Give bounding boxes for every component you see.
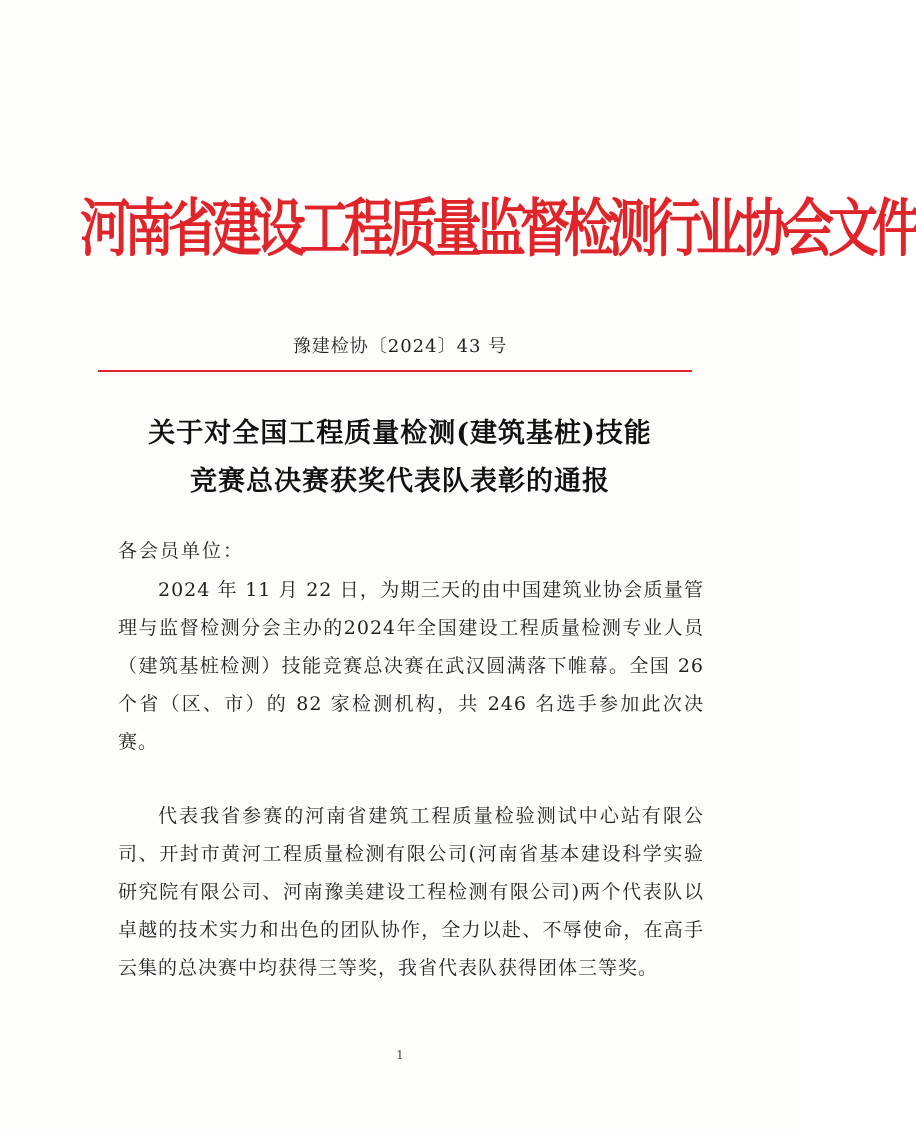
masthead-title: 河南省建设工程质量监督检测行业协会文件 bbox=[80, 192, 916, 265]
salutation: 各会员单位： bbox=[118, 540, 245, 562]
body-paragraph-1: 2024 年 11 月 22 日，为期三天的由中国建筑业协会质量管理与监督检测分会主办的2024年全国建设工程质量检测专业人员（建筑基桩检测）技能竞赛总决赛在武汉圆满落下帷幕。全国 26 个省（区、市）的 82 家检测机构，共 246 名选手参加此次决赛。 bbox=[118, 579, 704, 753]
body-paragraph-2: 代表我省参赛的河南省建筑工程质量检验测试中心站有限公司、开封市黄河工程质量检测有限公司(河南省基本建设科学实验研究院有限公司、河南豫美建设工程检测有限公司)两个代表队以卓越的技术实力和出色的团队协作，全力以赴、不辱使命，在高手云集的总决赛中均获得三等奖，我省代表队获得团体三等奖。 bbox=[118, 805, 704, 979]
page-number: 1 bbox=[396, 1048, 404, 1062]
notice-title-line-1: 关于对全国工程质量检测(建筑基桩)技能 bbox=[148, 418, 652, 449]
red-divider-line bbox=[98, 370, 692, 372]
notice-title-line-2: 竞赛总决赛获奖代表队表彰的通报 bbox=[190, 466, 610, 497]
notice-title bbox=[0, 410, 800, 506]
document-number: 豫建检协〔2024〕43 号 bbox=[292, 336, 508, 357]
